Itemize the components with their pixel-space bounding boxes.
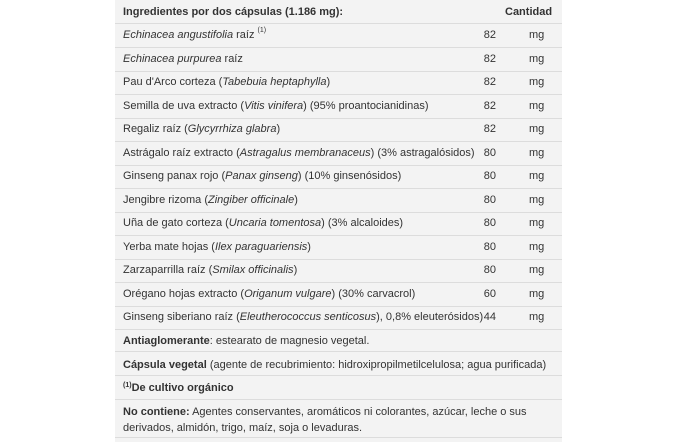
ingredient-name-pre: Regaliz raíz (	[123, 123, 188, 135]
ingredient-unit: mg	[529, 288, 545, 300]
ingredient-name	[123, 29, 266, 41]
ingredient-latin-name: Smilax officinalis	[212, 264, 294, 276]
table-row	[115, 165, 562, 189]
table-row	[115, 95, 562, 119]
table-row	[115, 48, 562, 72]
ingredient-amount: 82	[483, 76, 496, 88]
ingredient-amount: 82	[483, 53, 496, 65]
footnote-mark: (1)	[257, 27, 267, 34]
ingredient-name-post: )	[326, 76, 331, 88]
no-contiene-text-1: Agentes conservantes, aromáticos ni colorantes, azúcar, leche o sus	[189, 406, 527, 418]
ingredient-amount: 82	[483, 100, 496, 112]
table-header	[115, 0, 562, 24]
note-capsula	[115, 352, 562, 376]
ingredient-unit: mg	[529, 29, 545, 41]
ingredient-name-pre: Yerba mate hojas (	[123, 241, 215, 253]
ingredient-amount: 82	[483, 29, 496, 41]
ingredient-name-pre: Astrágalo raíz extracto (	[123, 147, 240, 159]
ingredient-latin-name: Glycyrrhiza glabra	[187, 123, 277, 135]
ingredient-name-pre: Orégano hojas extracto (	[123, 288, 245, 300]
no-contiene-text-2: derivados, almidón, trigo, maíz, soja o levaduras.	[123, 422, 363, 434]
ingredient-latin-name: Tabebuia heptaphylla	[222, 76, 327, 88]
capsula-text: (agente de recubrimiento: hidroxipropilmetilcelulosa; agua purificada)	[206, 359, 547, 371]
table-row	[115, 236, 562, 260]
ingredient-unit: mg	[529, 217, 545, 229]
ingredient-name-pre: Ginseng panax rojo (	[123, 170, 226, 182]
ingredient-latin-name: Uncaria tomentosa	[228, 217, 322, 229]
ingredient-name-post: ) (30% carvacrol)	[331, 288, 416, 300]
ingredient-name	[123, 170, 401, 182]
table-row	[115, 118, 562, 142]
ingredient-amount: 82	[483, 123, 496, 135]
ingredient-name-post: ), 0,8% eleuterósidos)	[376, 311, 484, 323]
ingredient-name-post: )	[276, 123, 281, 135]
ingredient-name	[123, 311, 483, 323]
ingredient-name-post: ) (10% ginsenósidos)	[297, 170, 402, 182]
ingredient-name-pre: Semilla de uva extracto (	[123, 100, 245, 112]
ingredient-unit: mg	[529, 76, 545, 88]
ingredient-name	[123, 288, 415, 300]
note-organic	[115, 376, 562, 400]
no-contiene-label: No contiene:	[123, 406, 190, 418]
ingredient-amount: 44	[483, 311, 496, 323]
ingredient-latin-name: Panax ginseng	[225, 170, 298, 182]
table-row	[115, 189, 562, 213]
header-quantity: Cantidad	[505, 6, 553, 18]
ingredient-name	[123, 147, 475, 159]
ingredient-name	[123, 194, 298, 206]
ingredient-name	[123, 53, 243, 65]
ingredient-amount: 80	[483, 194, 496, 206]
note-no-contiene	[115, 400, 562, 438]
ingredient-name-pre: Ginseng siberiano raíz (	[123, 311, 240, 323]
ingredient-name-post: )	[294, 194, 298, 206]
capsula-label: Cápsula vegetal	[123, 359, 207, 371]
ingredient-unit: mg	[529, 264, 545, 276]
table-row	[115, 259, 562, 283]
ingredient-unit: mg	[529, 311, 545, 323]
ingredient-latin-name: Origanum vulgare	[244, 288, 332, 300]
table-row	[115, 212, 562, 236]
ingredient-unit: mg	[529, 241, 545, 253]
ingredient-unit: mg	[529, 123, 545, 135]
ingredient-name-post: )	[293, 264, 298, 276]
ingredient-amount: 80	[483, 170, 496, 182]
ingredient-latin-name: Ilex paraguariensis	[214, 241, 308, 253]
table-row	[115, 24, 562, 48]
ingredient-latin-name: Echinacea purpurea	[123, 53, 222, 65]
ingredient-unit: mg	[529, 170, 545, 182]
ingredient-latin-name: Echinacea angustifolia	[123, 29, 234, 41]
ingredient-name-post: ) (3% astragalósidos)	[370, 147, 475, 159]
ingredient-latin-name: Zingiber officinale	[207, 194, 295, 206]
antiaglomerante-label: Antiaglomerante	[123, 335, 210, 347]
header-ingredients: Ingredientes por dos cápsulas (1.186 mg):	[123, 6, 344, 18]
ingredient-name	[123, 100, 429, 112]
ingredient-name	[123, 123, 280, 135]
ingredient-name-post: ) (95% proantocianidinas)	[303, 100, 429, 112]
table-row	[115, 142, 562, 166]
ingredient-unit: mg	[529, 53, 545, 65]
ingredients-panel	[115, 0, 562, 442]
ingredient-name-pre: Uña de gato corteza (	[123, 217, 229, 229]
ingredient-latin-name: Eleutherococcus senticosus	[239, 311, 377, 323]
note-antiaglomerante	[115, 329, 562, 352]
ingredient-amount: 80	[483, 147, 496, 159]
table-row	[115, 283, 562, 307]
ingredient-name-post: raíz	[221, 53, 243, 65]
ingredient-name	[123, 264, 297, 276]
ingredient-name-post: ) (3% alcaloides)	[321, 217, 404, 229]
ingredient-amount: 60	[483, 288, 496, 300]
ingredient-name-post: raíz	[233, 29, 258, 41]
ingredient-amount: 80	[483, 217, 496, 229]
ingredient-amount: 80	[483, 241, 496, 253]
antiaglomerante-text: : estearato de magnesio vegetal.	[209, 335, 370, 347]
table-row	[115, 306, 562, 330]
ingredient-unit: mg	[529, 100, 545, 112]
ingredient-latin-name: Vitis vinifera	[244, 100, 304, 112]
ingredient-name-pre: Jengibre rizoma (	[123, 194, 208, 206]
table-row	[115, 71, 562, 95]
ingredient-name-pre: Pau d'Arco corteza (	[123, 76, 223, 88]
ingredient-amount: 80	[483, 264, 496, 276]
ingredient-name	[123, 217, 403, 229]
ingredient-name	[123, 241, 311, 253]
organic-text: De cultivo orgánico	[131, 382, 234, 394]
ingredient-name	[123, 76, 330, 88]
ingredient-unit: mg	[529, 194, 545, 206]
organic-footnote-mark: (1)	[123, 382, 132, 389]
ingredient-latin-name: Astragalus membranaceus	[239, 147, 371, 159]
ingredient-unit: mg	[529, 147, 545, 159]
ingredient-name-post: )	[307, 241, 311, 253]
ingredient-name-pre: Zarzaparrilla raíz (	[123, 264, 213, 276]
